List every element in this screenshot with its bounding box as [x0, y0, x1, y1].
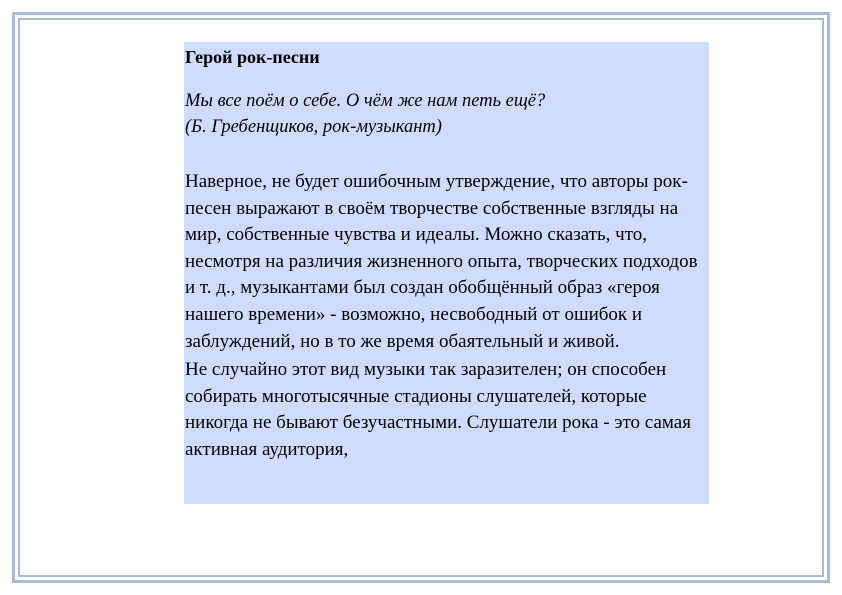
epigraph-quote: Мы все поём о себе. О чём же нам петь ещё?	[185, 91, 546, 111]
epigraph-attribution: (Б. Гребенщиков, рок-музыкант)	[185, 117, 442, 137]
body-paragraph-1: Наверное, не будет ошибочным утверждение, что авторы рок-песен выражают в своём творчестве собственные взгляды на мир, собственные чувства и идеалы. Можно сказать, что, несмотря на различия жизненного опыта, творческих подходов и т. д., музыкантами был создан обобщённый образ «героя нашего времени» - возможно, несвободный от ошибок и заблуждений, но в то же время обаятельный и живой.	[185, 171, 698, 352]
document-title: Герой рок-песни	[185, 47, 320, 67]
spacer	[185, 70, 709, 88]
text-box	[184, 42, 709, 504]
body-paragraph-2: Не случайно этот вид музыки так заразителен; он способен собирать многотысячные стадионы слушателей, которые никогда не бывают безучастными. Слушатели рока - это самая активная аудитория,	[185, 359, 691, 460]
spacer	[185, 140, 709, 169]
